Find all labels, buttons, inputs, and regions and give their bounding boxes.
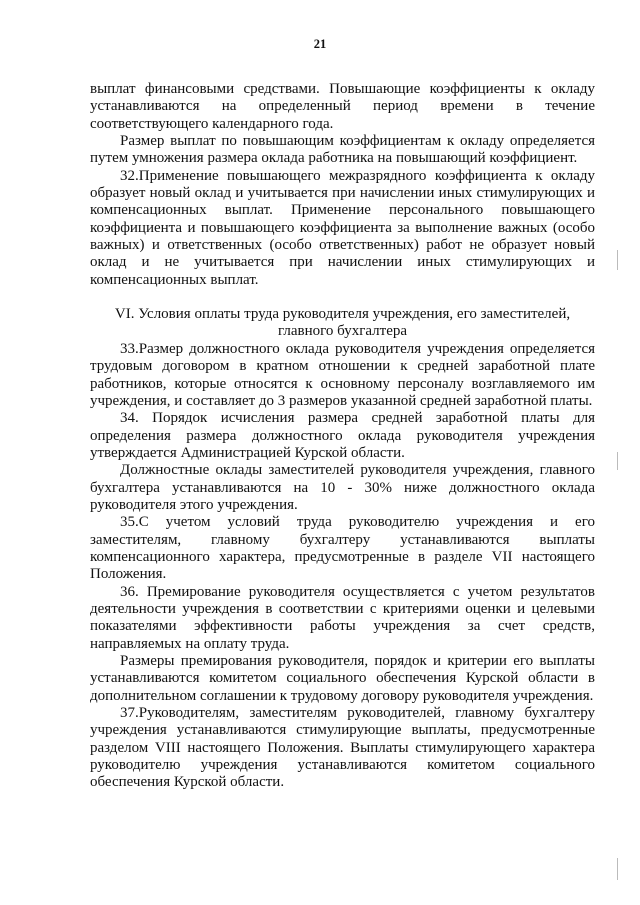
- paragraph-coefficient-payments: Размер выплат по повышающим коэффициентам к окладу определяется путем умножения размера оклада работника на повышающий коэффициент.: [90, 133, 595, 167]
- paragraph-clause-33: 33.Размер должностного оклада руководителя учреждения определяется трудовым договором в кратном отношении к средней заработной плате работников, которые относятся к основному персоналу возглавляемого им учреждения, и составляет до 3 размеров указанной средней заработной платы.: [90, 340, 595, 409]
- paragraph-clause-32: 32.Применение повышающего межразрядного коэффициента к окладу образует новый оклад и учитывается при начислении иных стимулирующих и компенсационных выплат. Применение персонального повышающего коэффициента и повышающего коэффициента за выполнение важных (особо важных) и ответственных (особо ответственных) работ не образует новый оклад и не учитывается при начислении иных стимулирующих и компенсационных выплат.: [90, 167, 595, 288]
- paragraph-clause-34: 34. Порядок исчисления размера средней заработной платы для определения размера должностного оклада руководителя учреждения утверждается Администрацией Курской области.: [90, 410, 595, 461]
- paragraph-continuation: выплат финансовыми средствами. Повышающие коэффициенты к окладу устанавливаются на определенный период времени в течение соответствующего календарного года.: [90, 81, 595, 132]
- paragraph-bonus-sizes: Размеры премирования руководителя, порядок и критерии его выплаты устанавливаются комитетом социального обеспечения Курской области в дополнительном соглашении к трудовому договору руководителя учреждения.: [90, 653, 595, 704]
- paragraph-clause-37: 37.Руководителям, заместителям руководителей, главному бухгалтеру учреждения устанавливаются стимулирующие выплаты, предусмотренные разделом VIII настоящего Положения. Выплаты стимулирующего характера руководителю учреждения устанавливаются комитетом социального обеспечения Курской области.: [90, 705, 595, 791]
- page-number: 21: [313, 37, 327, 51]
- paragraph-clause-36: 36. Премирование руководителя осуществляется с учетом результатов деятельности учреждения в соответствии с критериями оценки и целевыми показателями эффективности работы учреждения за счет средств, направляемых на оплату труда.: [90, 583, 595, 652]
- scan-artifact-line: [617, 858, 618, 880]
- scan-artifact-line: [617, 452, 618, 470]
- document-body: [90, 81, 595, 792]
- paragraph-clause-35: 35.С учетом условий труда руководителю учреждения и его заместителям, главному бухгалтеру устанавливаются выплаты компенсационного характера, предусмотренные в разделе VII настоящего Положения.: [90, 514, 595, 583]
- section-heading: VI. Условия оплаты труда руководителя учреждения, его заместителей, главного бухгалтера: [114, 306, 571, 340]
- paragraph-deputy-salaries: Должностные оклады заместителей руководителя учреждения, главного бухгалтера устанавливаются на 10 - 30% ниже должностного оклада руководителя этого учреждения.: [90, 462, 595, 513]
- scan-artifact-line: [617, 250, 618, 270]
